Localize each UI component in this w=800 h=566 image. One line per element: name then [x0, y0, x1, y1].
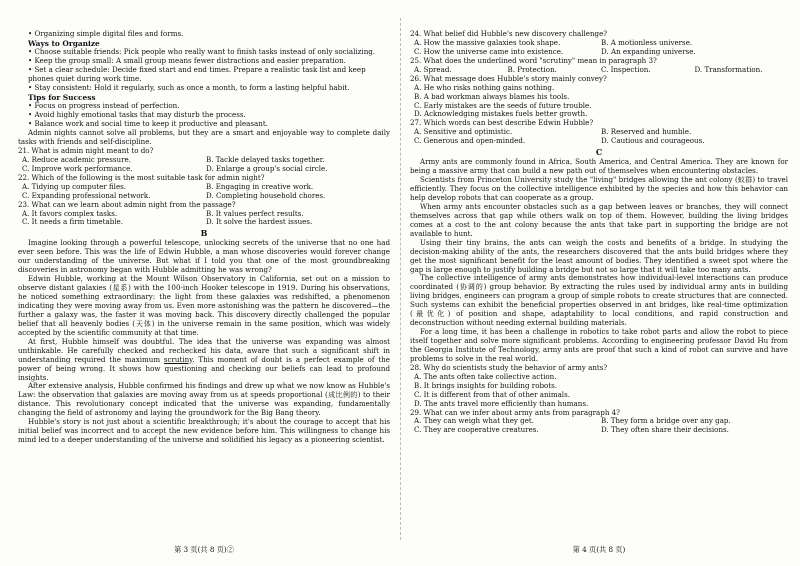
question-stem: 29. What can we infer about army ants from paragraph 4?: [410, 407, 620, 417]
left-content: [18, 0, 390, 445]
option: A. They can weigh what they get.: [414, 416, 535, 426]
passage-b-paragraph: Imagine looking through a powerful telescope, unlocking secrets of the universe that no one had ever seen before. This was the life of Edwin Hubble, a man whose discoveries would forever change our understanding of the universe. But what if I told you that one of the most groundbreaking discoveries in astronomy began with Hubble admitting he was wrong?: [18, 238, 390, 275]
option: A. Tidying up computer files.: [22, 181, 127, 191]
passage-c-paragraph: For a long time, it has been a challenge in robotics to take robot parts and allow the robot to piece itself together and solve more significant problems. According to engineering professor David Hu from the Georgia Institute of Technology, army ants are proof that such a kind of robot can survive and have problems to solve in the real world.: [410, 327, 788, 363]
option: A. Spread.: [414, 64, 452, 74]
question-stem: 21. What is admin night meant to do?: [18, 145, 154, 155]
option: B. It brings insights for building robots.: [414, 380, 558, 390]
option: C. Generous and open-minded.: [414, 136, 526, 146]
question-stem: 23. What can we learn about admin night from the passage?: [18, 199, 236, 209]
option: C. It needs a firm timetable.: [22, 217, 123, 227]
ways-heading: Ways to Organize: [28, 38, 100, 48]
questions-top: [410, 30, 788, 146]
passage-c-paragraph: When army ants encounter obstacles such as a gap between leaves or branches, they will connect themselves across that gap while others walk on top of them. However, building the living bridges comes at a cost to the ant colony because the ants that take part in supporting the bridge are not available to hunt.: [410, 201, 788, 238]
option: D. They often share their decisions.: [601, 425, 729, 435]
option: A. He who risks nothing gains nothing.: [414, 82, 555, 92]
option: C. It is different from that of other animals.: [414, 389, 570, 399]
section-heading-b: B: [200, 228, 208, 239]
option: B. It values perfect results.: [206, 208, 304, 218]
question-stem: 26. What message does Hubble's story mainly convey?: [410, 73, 607, 83]
underlined-word: scrutiny: [163, 354, 193, 364]
option: A. How the massive galaxies took shape.: [414, 37, 561, 47]
option: D. Completing household chores.: [206, 190, 326, 200]
option: B. A bad workman always blames his tools.: [414, 91, 570, 101]
ways-item: • Keep the group small: A small group means fewer distractions and easier preparation.: [28, 56, 346, 66]
question-stem: 25. What does the underlined word "scrutiny" mean in paragraph 3?: [410, 55, 657, 65]
passage-c-paragraph: Army ants are commonly found in Africa, South America, and Central America. They are known for being a massive army that can build a new path out of themselves when encountering obstacles.: [410, 157, 788, 176]
option: B. Tackle delayed tasks together.: [206, 154, 325, 164]
question-stem: 24. What belief did Hubble's new discovery challenge?: [410, 29, 608, 38]
question-options: [18, 210, 390, 228]
passage-b-paragraph: At first, Hubble himself was doubtful. The idea that the universe was expanding was almost unthinkable. He carefully checked and rechecked his data, aware that such a significant shift in understanding required the maximum scrutiny. This moment of doubt is a perfect example of the power of being wrong. It shows how questioning and checking our beliefs can lead to profound insights.: [18, 336, 390, 382]
option: D. Cautious and courageous.: [601, 136, 705, 146]
passage-c-paragraph: Scientists from Princeton University study the "living" bridges allowing the ant colony (蚁群) to travel efficiently. They focus on the collective intelligence exhibited by the species and how this behavior can help develop robots that can cooperate as a group.: [410, 175, 788, 203]
option: C. Early mistakes are the seeds of future trouble.: [414, 100, 592, 110]
option: A. The ants often take collective action.: [414, 371, 557, 381]
question-options: [18, 183, 390, 201]
question-options: [410, 128, 788, 146]
left-page: [18, 0, 390, 566]
question-options: [410, 39, 788, 57]
tips-item: • Balance work and social time to keep it productive and pleasant.: [28, 119, 268, 129]
option: C. Improve work performance.: [22, 163, 133, 173]
option: A. Reduce academic pressure.: [22, 154, 131, 164]
question-stem: 22. Which of the following is the most suitable task for admin night?: [18, 172, 265, 182]
tips-item: • Focus on progress instead of perfection.: [28, 101, 180, 111]
passage-b-paragraph: Edwin Hubble, working at the Mount Wilson Observatory in California, set out on a mission to observe distant galaxies (星系) with the 100-inch Hooker telescope in 1919. During his observations, he noticed something extraordinary: the light from these galaxies was redshifted, a phenomenon indicating they were moving away from us. Even more astonishing was the pattern he discovered—the further a galaxy was, the faster it was moving back. This discovery directly challenged the popular belief that all heavenly bodies (天体) in the universe remain in the same position, which was widely accepted by the scientific community at that time.: [18, 274, 390, 337]
ways-item: • Set a clear schedule: Decide fixed start and end times. Prepare a realistic task list and keep phones quiet during work time.: [28, 65, 366, 84]
passage-c-paragraph: The collective intelligence of army ants demonstrates how individual-level interactions can produce coordinated (协调的) group behavior. By extracting the rules used by individual army ants in building living bridges, engineers can program a group of simple robots to create structures that are connected. Such systems can exhibit the beneficial properties observed in ant bridges, like real-time optimization (最优化) of position and shape, adaptability to local conditions, and rapid construction and deconstruction without needing external building materials.: [410, 273, 788, 328]
option: D. It solve the hardest issues.: [206, 217, 313, 227]
option: B. Protection.: [507, 64, 557, 74]
option: D. The ants travel more efficiently than humans.: [414, 398, 589, 408]
option: B. Engaging in creative work.: [206, 181, 314, 191]
question-options: [410, 373, 788, 409]
option: D. Acknowledging mistakes fuels better growth.: [414, 109, 588, 119]
option: B. They form a bridge over any gap.: [601, 416, 731, 426]
passage-c-paragraph: Using their tiny brains, the ants can weigh the costs and benefits of a bridge. In studying the decision-making ability of the ants, the researchers discovered that the ants build bridges where they get the most significant benefit for the least amount of bodies. They identified a sweet spot where the gap is large enough to justify building a bridge but not so large that it will take too many ants.: [410, 237, 788, 274]
intro-bullet: • Organizing simple digital files and forms.: [28, 29, 184, 38]
question-stem: 27. Which words can best describe Edwin Hubble?: [410, 118, 594, 128]
option: C. Expanding professional network.: [22, 190, 151, 200]
ways-item: • Stay consistent: Hold it regularly, such as once a month, to form a lasting helpful habit.: [28, 83, 350, 93]
page-footer: 第 4 页(共 8 页): [572, 544, 626, 554]
option: C. Inspection.: [601, 64, 651, 74]
option: B. Reserved and humble.: [601, 127, 692, 137]
question-stem: 28. Why do scientists study the behavior of army ants?: [410, 362, 608, 372]
option: D. Transformation.: [694, 64, 763, 74]
question-options: [18, 156, 390, 174]
right-page: [410, 0, 788, 566]
section-heading-c: C: [595, 147, 603, 158]
closing-paragraph: Admin nights cannot solve all problems, but they are a smart and enjoyable way to complete daily tasks with friends and self-discipline.: [18, 128, 390, 147]
option: D. Enlarge a group's social circle.: [206, 163, 328, 173]
right-content: [410, 0, 788, 435]
questions-bottom: [410, 364, 788, 436]
page-divider: [400, 18, 401, 540]
tips-heading: Tips for Success: [28, 92, 96, 102]
question-options: [410, 417, 788, 435]
option: D. An expanding universe.: [601, 46, 696, 56]
question-options: [410, 84, 788, 120]
option: B. A motionless universe.: [601, 37, 693, 47]
option: A. It favors complex tasks.: [22, 208, 118, 218]
passage-b-paragraph: After extensive analysis, Hubble confirmed his findings and drew up what we now know as Hubble's Law: the observation that galaxies are moving away from us at speeds proportional (成比例的) to their distance. This revolutionary concept indicated that the universe was expanding, fundamentally changing the field of astronomy and laying the groundwork for the Big Bang theory.: [18, 381, 390, 418]
tips-item: • Avoid highly emotional tasks that may disturb the process.: [28, 110, 246, 120]
option: C. They are cooperative creatures.: [414, 425, 539, 435]
option: C. How the universe came into existence.: [414, 46, 564, 56]
option: A. Sensitive and optimistic.: [414, 127, 513, 137]
passage-b-paragraph: Hubble's story is not just about a scientific breakthrough; it's about the courage to accept that his initial belief was incorrect and to accept the new evidence before him. This willingness to change his mind led to a deeper understanding of the universe and solidified his legacy as a pioneering scientist.: [18, 417, 390, 445]
page-footer: 第 3 页(共 8 页)②: [174, 544, 234, 554]
ways-item: • Choose suitable friends: Pick people who really want to finish tasks instead of only socializing.: [28, 47, 376, 57]
